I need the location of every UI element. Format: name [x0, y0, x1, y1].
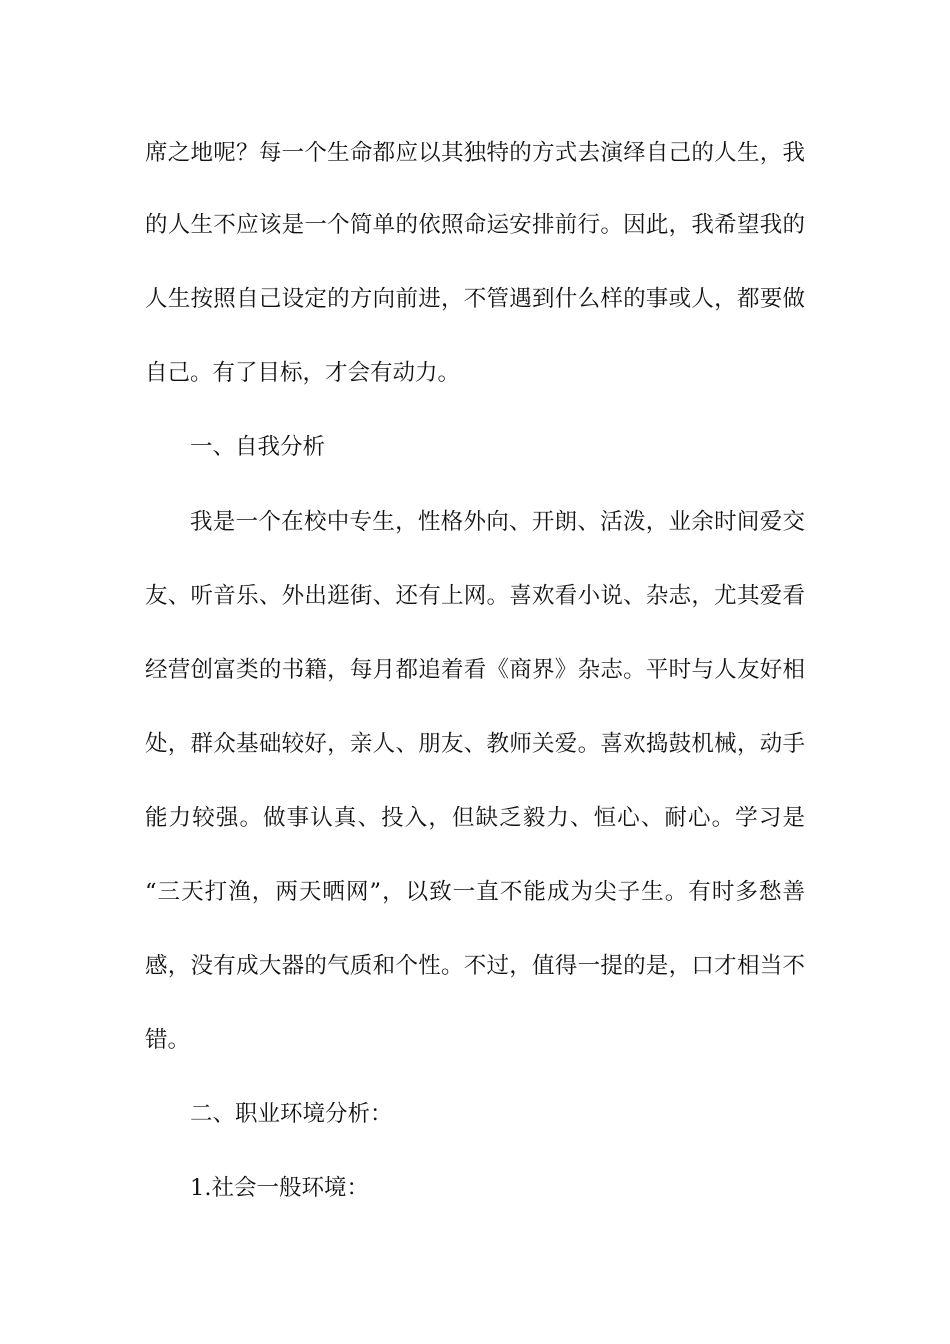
paragraph-line: 处，群众基础较好，亲人、朋友、教师关爱。喜欢捣鼓机械，动手 [145, 731, 805, 757]
subsection-heading: 1.社会一般环境： [190, 1175, 369, 1201]
paragraph-line: 能力较强。做事认真、投入，但缺乏毅力、恒心、耐心。学习是 [145, 805, 805, 831]
paragraph-line: 人生按照自己设定的方向前进，不管遇到什么样的事或人，都要做 [145, 286, 805, 312]
paragraph-line: “三天打渔，两天晒网”，以致一直不能成为尖子生。有时多愁善 [145, 879, 805, 905]
paragraph-line: 的人生不应该是一个简单的依照命运安排前行。因此，我希望我的 [145, 212, 805, 238]
paragraph-line: 友、听音乐、外出逛街、还有上网。喜欢看小说、杂志，尤其爱看 [145, 583, 805, 609]
paragraph-line: 经营创富类的书籍，每月都追着看《商界》杂志。平时与人友好相 [145, 657, 805, 683]
section-heading: 二、职业环境分析： [190, 1101, 393, 1127]
paragraph-line: 自己。有了目标，才会有动力。 [145, 360, 461, 386]
paragraph-line: 感，没有成大器的气质和个性。不过，值得一提的是，口才相当不 [145, 953, 805, 979]
section-heading: 一、自我分析 [190, 434, 326, 460]
paragraph-line: 我是一个在校中专生，性格外向、开朗、活泼，业余时间爱交 [190, 509, 805, 535]
paragraph-line: 错。 [145, 1027, 191, 1053]
paragraph-line: 席之地呢？每一个生命都应以其独特的方式去演绎自己的人生，我 [145, 140, 805, 166]
